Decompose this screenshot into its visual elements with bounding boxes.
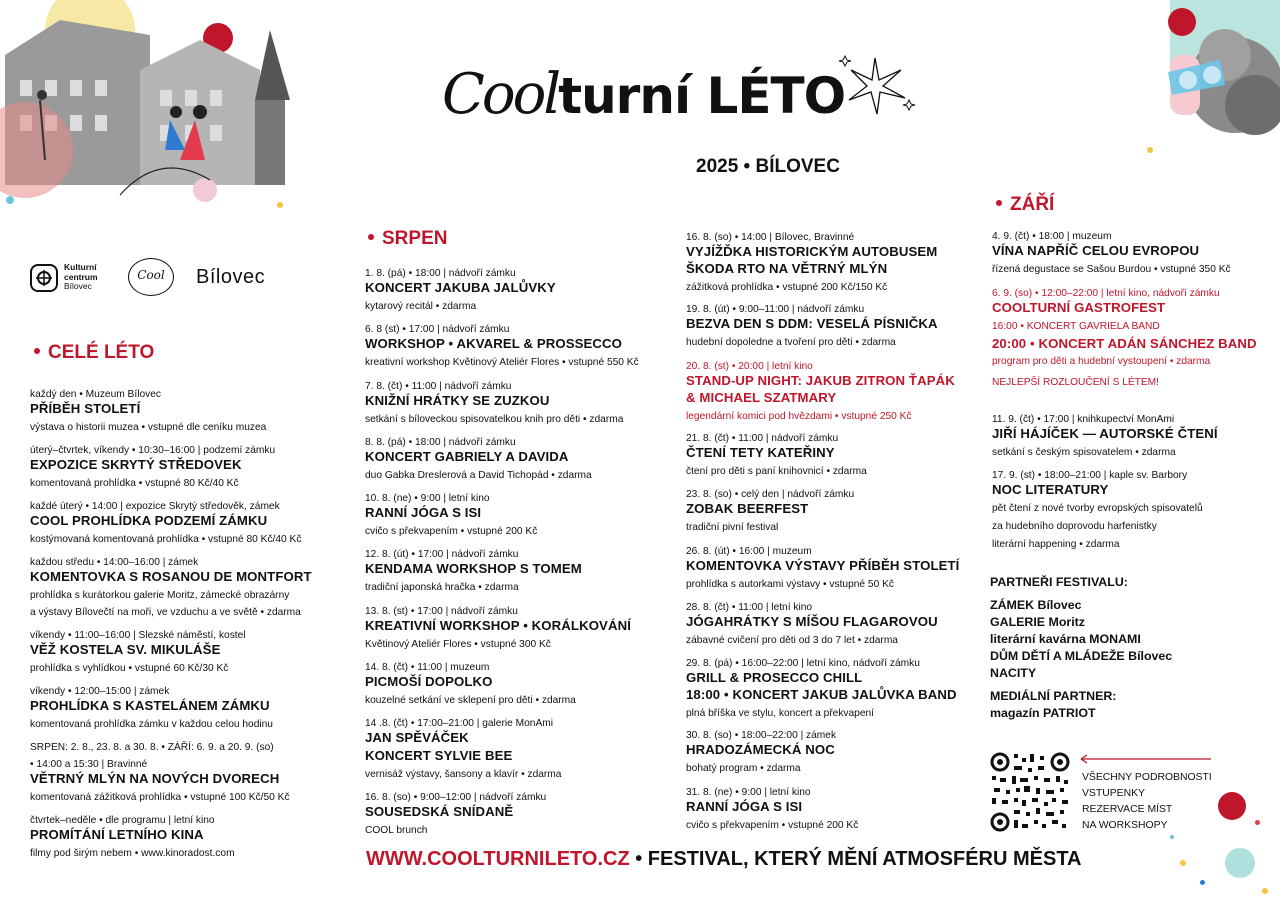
event-desc: plná bříška ve stylu, koncert a překvapení [686,708,875,719]
event-desc-2: za hudebního doprovodu harfenistky [992,521,1157,532]
event-meta: každé úterý • 14:00 | expozice Skrytý středověk, zámek [30,501,280,512]
event-title-2: & MICHAEL SZATMARY [686,390,837,405]
header-collage [0,0,300,215]
section-zari [996,194,1054,216]
event-desc: bohatý program • zdarma [686,763,801,774]
event-title: STAND-UP NIGHT: JAKUB ZITRON ŤAPÁK [686,373,955,388]
event-meta: 16. 8. (so) • 14:00 | Bílovec, Bravinné [686,232,855,243]
event-desc: 16:00 • KONCERT GAVRIELA BAND [992,321,1160,332]
event-desc: setkání s českým spisovatelem • zdarma [992,447,1176,458]
event-title: NOC LITERATURY [992,482,1109,497]
event-title: COOL PROHLÍDKA PODZEMÍ ZÁMKU [30,513,268,528]
list-item [365,605,631,651]
event-desc: prohlídka s vyhlídkou • vstupné 60 Kč/30 Kč [30,663,229,674]
partner-item: ZÁMEK Bílovec [990,598,1082,612]
list-item [30,500,301,546]
list-item [365,661,576,707]
list-item [686,303,938,349]
section-cele-leto-label: CELÉ LÉTO [48,342,155,363]
qr-line: NA WORKSHOPY [1082,820,1168,831]
event-meta: 17. 9. (st) • 18:00–21:00 | kaple sv. Barbory [992,470,1188,481]
event-meta: SRPEN: 2. 8., 23. 8. a 30. 8. • ZÁŘÍ: 6. 9. a 20. 9. (so) [30,742,274,753]
event-desc: komentovaná prohlídka zámku v každou celou hodinu [30,719,273,730]
event-title: PROMÍTÁNÍ LETNÍHO KINA [30,827,204,842]
event-desc: komentovaná zážitková prohlídka • vstupné 100 Kč/50 Kč [30,792,290,803]
list-item [686,786,858,832]
event-meta: 6. 9. (so) • 12:00–22:00 | letní kino, nádvoří zámku [992,288,1220,299]
castle-illustration [0,0,300,215]
event-title: ZOBAK BEERFEST [686,501,809,516]
event-desc: kytarový recitál • zdarma [365,301,477,312]
event-title: ČTENÍ TETY KATEŘINY [686,445,835,460]
cool-badge-text: Cool [137,268,165,282]
list-item [686,432,867,478]
event-title: HRADOZÁMECKÁ NOC [686,742,835,757]
footer [366,848,1082,871]
event-title: GRILL & PROSECCO CHILL [686,670,863,685]
qr-line: REZERVACE MÍST [1082,804,1173,815]
sparkle-icon [835,48,920,118]
festival-title [442,62,845,127]
event-title: KNIŽNÍ HRÁTKY SE ZUZKOU [365,393,550,408]
event-title: PROHLÍDKA S KASTELÁNEM ZÁMKU [30,698,270,713]
partners-heading: PARTNEŘI FESTIVALU: [990,575,1128,589]
event-meta: 13. 8. (st) • 17:00 | nádvoří zámku [365,606,518,617]
event-meta: 29. 8. (pá) • 16:00–22:00 | letní kino, nádvoří zámku [686,658,920,669]
logo-cool-badge [128,258,174,296]
event-desc: kostýmovaná komentovaná prohlídka • vstupné 80 Kč/40 Kč [30,534,302,545]
event-meta: každou středu • 14:00–16:00 | zámek [30,557,199,568]
event-meta: úterý–čtvrtek, víkendy • 10:30–16:00 | podzemí zámku [30,445,276,456]
event-title: JAN SPĚVÁČEK [365,730,469,745]
event-desc: prohlídka s kurátorkou galerie Moritz, zámecké obrazárny [30,590,290,601]
event-title-2: KONCERT SYLVIE BEE [365,748,513,763]
list-item [30,556,312,619]
event-meta: 31. 8. (ne) • 9:00 | letní kino [686,787,811,798]
event-title: PŘÍBĚH STOLETÍ [30,401,141,416]
media-partner: magazín PATRIOT [990,706,1096,720]
event-desc: tradiční japonská hračka • zdarma [365,582,519,593]
event-desc: tradiční pivní festival [686,522,779,533]
list-item [992,230,1231,276]
event-desc-2: a výstavy Bílovečtí na moři, ve vzduchu a ve světě • zdarma [30,607,301,618]
event-title: KOMENTOVKA VÝSTAVY PŘÍBĚH STOLETÍ [686,558,960,573]
event-title: KENDAMA WORKSHOP S TOMEM [365,561,582,576]
event-desc: cvičo s překvapením • vstupné 200 Kč [365,526,538,537]
event-title-2: 20:00 • KONCERT ADÁN SÁNCHEZ BAND [992,336,1257,351]
section-srpen [368,228,447,250]
section-zari-label: ZÁŘÍ [1010,194,1055,215]
list-item [365,548,582,594]
website-link[interactable]: WWW.COOLTURNILETO.CZ [366,848,630,870]
list-item [686,729,836,775]
event-meta: víkendy • 12:00–15:00 | zámek [30,686,170,697]
kc-logo-icon [30,264,58,292]
list-item [686,488,854,534]
event-meta: 23. 8. (so) • celý den | nádvoří zámku [686,489,855,500]
event-meta: 7. 8. (čt) • 11:00 | nádvoří zámku [365,381,512,392]
event-title: COOLTURNÍ GASTROFEST [992,300,1166,315]
event-title: RANNÍ JÓGA S ISI [686,799,803,814]
event-desc: prohlídka s autorkami výstavy • vstupné 50 Kč [686,579,894,590]
list-item [992,469,1203,551]
list-item [30,741,290,804]
event-meta-2: • 14:00 a 15:30 | Bravinné [30,759,148,770]
event-meta: 21. 8. (čt) • 11:00 | nádvoří zámku [686,433,839,444]
event-meta: 28. 8. (čt) • 11:00 | letní kino [686,602,813,613]
event-meta: 10. 8. (ne) • 9:00 | letní kino [365,493,490,504]
kc-line2: centrum [64,271,98,282]
list-item [30,814,235,860]
list-item [686,545,959,591]
event-desc: vernisáž výstavy, šansony a klavír • zdarma [365,769,562,780]
event-desc: Květinový Ateliér Flores • vstupné 300 Kč [365,639,551,650]
list-item [992,413,1218,459]
event-desc: řízená degustace se Sašou Burdou • vstupné 350 Kč [992,264,1231,275]
footer-tagline: FESTIVAL, KTERÝ MĚNÍ ATMOSFÉRU MĚSTA [647,848,1082,870]
confetti-dot [1218,792,1246,820]
confetti-dot [1200,880,1205,885]
event-meta: 1. 8. (pá) • 18:00 | nádvoří zámku [365,268,516,279]
poodle-collage [1130,0,1280,175]
event-desc: duo Gabka Dreslerová a David Tichopád • zdarma [365,470,592,481]
event-desc: pět čtení z nové tvorby evropských spisovatelů [992,503,1203,514]
event-meta: 14. 8. (čt) • 11:00 | muzeum [365,662,490,673]
event-meta: víkendy • 11:00–16:00 | Slezské náměstí, kostel [30,630,246,641]
event-title: WORKSHOP • AKVAREL & PROSSECCO [365,336,622,351]
event-desc: výstava o historii muzea • vstupné dle ceníku muzea [30,422,267,433]
title-rest: turní LÉTO [558,67,846,125]
event-title: JÓGAHRÁTKY S MÍŠOU FLAGAROVOU [686,614,938,629]
event-title: KOMENTOVKA S ROSANOU DE MONTFORT [30,569,312,584]
list-item [365,323,639,369]
event-title-2: 18:00 • KONCERT JAKUB JALŮVKA BAND [686,687,957,702]
event-meta: 19. 8. (út) • 9:00–11:00 | nádvoří zámku [686,304,865,315]
event-title-2: ŠKODA RTO NA VĚTRNÝ MLÝN [686,261,888,276]
event-meta: 26. 8. (út) • 16:00 | muzeum [686,546,812,557]
event-meta: 20. 8. (st) • 20:00 | letní kino [686,361,813,372]
event-meta: 30. 8. (so) • 18:00–22:00 | zámek [686,730,837,741]
event-desc: legendární komici pod hvězdami • vstupné 250 Kč [686,411,912,422]
list-item [365,267,556,313]
event-desc-2: program pro děti a hudební vystoupení • zdarma [992,356,1211,367]
event-meta: 8. 8. (pá) • 18:00 | nádvoří zámku [365,437,516,448]
kc-line3: Bílovec [64,281,92,291]
event-title: VÍNA NAPŘÍČ CELOU EVROPOU [992,243,1200,258]
event-meta: 4. 9. (čt) • 18:00 | muzeum [992,231,1112,242]
event-title: KONCERT JAKUBA JALŮVKY [365,280,556,295]
event-meta: 6. 8 (st) • 17:00 | nádvoří zámku [365,324,510,335]
event-desc: zábavné cvičení pro děti od 3 do 7 let • zdarma [686,635,898,646]
event-title: VYJÍŽĎKA HISTORICKÝM AUTOBUSEM [686,244,938,259]
event-desc: hudební dopoledne a tvoření pro děti • zdarma [686,337,896,348]
event-title: KONCERT GABRIELY A DAVIDA [365,449,569,464]
qr-line: VŠECHNY PODROBNOSTI [1082,772,1212,783]
event-meta: čtvrtek–neděle • dle programu | letní kino [30,815,215,826]
list-item-highlight [992,287,1257,389]
event-meta: 16. 8. (so) • 9:00–12:00 | nádvoří zámku [365,792,547,803]
qr-code[interactable] [990,752,1070,832]
event-desc-3: literární happening • zdarma [992,539,1120,550]
section-cele-leto [34,342,154,364]
list-item [365,717,561,781]
list-item [365,436,592,482]
event-title: VĚTRNÝ MLÝN NA NOVÝCH DVORECH [30,771,280,786]
event-title: EXPOZICE SKRYTÝ STŘEDOVEK [30,457,242,472]
list-item [365,791,546,837]
media-partner-heading: MEDIÁLNÍ PARTNER: [990,689,1117,703]
section-srpen-label: SRPEN [382,228,448,249]
event-desc: komentovaná prohlídka • vstupné 80 Kč/40 Kč [30,478,239,489]
event-desc: čtení pro děti s paní knihovnicí • zdarma [686,466,867,477]
event-title: JIŘÍ HÁJÍČEK — AUTORSKÉ ČTENÍ [992,426,1218,441]
event-desc-3: NEJLEPŠÍ ROZLOUČENÍ S LÉTEM! [992,377,1159,388]
event-desc: setkání s bíloveckou spisovatelkou knih pro děti • zdarma [365,414,624,425]
partners-block [990,574,1172,722]
confetti-dot [1262,888,1268,894]
list-item-highlight [686,360,955,423]
list-item [30,685,273,731]
list-item [365,492,537,538]
arrow-left-icon [1080,754,1212,764]
event-meta: 11. 9. (čt) • 17:00 | knihkupectví MonAmi [992,414,1175,425]
list-item [30,444,275,490]
footer-separator: • [629,848,648,870]
list-item [30,629,246,675]
qr-line: VSTUPENKY [1082,788,1145,799]
confetti-dot [1180,860,1186,866]
event-desc: cvičo s překvapením • vstupné 200 Kč [686,820,859,831]
event-title: KREATIVNÍ WORKSHOP • KORÁLKOVÁNÍ [365,618,631,633]
logo-bilovec: Bílovec [196,266,266,288]
event-title: BEZVA DEN S DDM: VESELÁ PÍSNIČKA [686,316,938,331]
event-desc: zážitková prohlídka • vstupné 200 Kč/150 Kč [686,282,888,293]
list-item [686,601,938,647]
list-item [365,380,623,426]
event-title: RANNÍ JÓGA S ISI [365,505,482,520]
list-item [30,388,266,434]
qr-code-icon [990,752,1070,832]
logo-kulturni-centrum [30,262,120,294]
event-meta: každý den • Muzeum Bílovec [30,389,161,400]
event-title: SOUSEDSKÁ SNÍDANĚ [365,804,514,819]
event-meta: 14 .8. (čt) • 17:00–21:00 | galerie MonAmi [365,718,553,729]
list-item [686,657,957,720]
event-desc: kreativní workshop Květinový Ateliér Flores • vstupné 550 Kč [365,357,639,368]
partner-item: DŮM DĚTÍ A MLÁDEŽE Bílovec [990,649,1173,663]
event-title: PICMOŠÍ DOPOLKO [365,674,493,689]
qr-caption [1082,770,1212,834]
event-desc: kouzelné setkání ve sklepení pro děti • zdarma [365,695,576,706]
partner-item: literární kavárna MONAMI [990,632,1141,646]
confetti-dot [1255,820,1260,825]
partner-item: NACITY [990,666,1037,680]
event-desc: COOL brunch [365,825,428,836]
festival-subtitle: 2025 • BÍLOVEC [696,156,840,177]
confetti-dot [1225,848,1255,878]
event-meta: 12. 8. (út) • 17:00 | nádvoří zámku [365,549,519,560]
event-desc: filmy pod širým nebem • www.kinoradost.com [30,848,235,859]
partner-item: GALERIE Moritz [990,615,1085,629]
poodle-illustration [1130,0,1280,175]
confetti-dot [1170,835,1174,839]
list-item [686,231,937,294]
kc-line1: Kulturní [64,262,97,272]
event-title: VĚŽ KOSTELA SV. MIKULÁŠE [30,642,221,657]
title-cool: Cool [442,62,559,127]
